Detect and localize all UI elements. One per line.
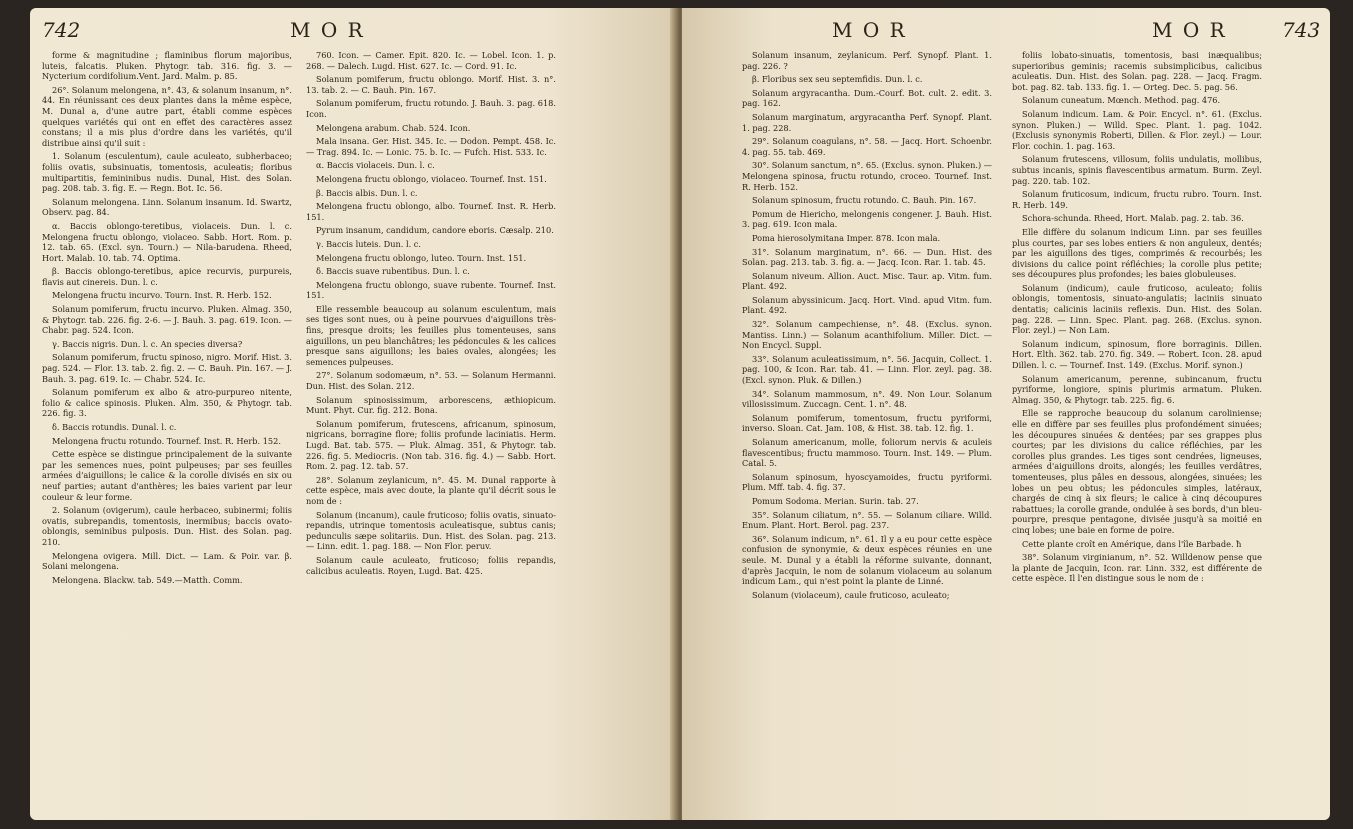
paragraph: Solanum pomiferum ex albo & atro-purpureo nitente, folio & calice spinosis. Pluken. Alm. 350, & Phytogr. tab. 226. fig. 3. [42, 387, 292, 419]
paragraph: γ. Baccis nigris. Dun. l. c. An species diversa? [52, 338, 243, 349]
paragraph: β. Baccis oblongo-teretibus, apice recurvis, purpureis, flavis aut cinereis. Dun. l. c. [42, 266, 292, 287]
paragraph: 26°. Solanum melongena, n°. 43, & solanum insanum, n°. 44. En réunissant ces deux plantes dans la même espèce, M. Dunal a, d'une autre part, établi comme espèces quelques variétés qui ont en effet des caractères assez constans; il a mis plus d'ordre dans les variétés, qu'il distribue ainsi qu'il suit : [42, 84, 292, 148]
paragraph: Cette espèce se distingue principalement de la suivante par les semences nues, point pulpeuses; par ses feuilles armées d'aiguillons; le calice & la corolle divisés en six ou neuf parties; autant d'anthères; les baies varient par leur couleur & leur forme. [42, 449, 292, 502]
paragraph: 28°. Solanum zeylanicum, n°. 45. M. Dunal rapporte à cette espèce, mais avec doute, la plante qu'il décrit sous le nom de : [306, 474, 556, 506]
right-running-header-right: M O R [1152, 18, 1227, 42]
paragraph: Melongena ovigera. Mill. Dict. — Lam. & Poir. var. β. Solani melongena. [42, 550, 292, 572]
right-page [682, 8, 1330, 820]
left-page-number: 742 [42, 18, 81, 42]
paragraph: Solanum pomiferum, fructu rotundo. J. Bauh. 3. pag. 618. Icon. [306, 98, 556, 119]
paragraph: Solanum pomiferum, tomentosum, fructu pyriformi, inverso. Sloan. Cat. Jam. 108, & Hist. 38. tab. 12. fig. 1. [742, 412, 992, 434]
paragraph: 760. Icon. — Camer. Epit. 820. Ic. — Lobel. Icon. 1. p. 268. — Dalech. Lugd. Hist. 627. Ic. — Cord. 91. Ic. [306, 50, 556, 71]
paragraph: Pomum Sodoma. Merian. Surin. tab. 27. [752, 495, 919, 506]
right-column-2 [1012, 50, 1262, 810]
open-book [30, 8, 1330, 820]
paragraph: 1. Solanum (esculentum), caule aculeato, subherbaceo; foliis ovatis, subsinuatis, tomentosis, aculeatis; floribus multipartitis, femininibus nudis. Dunal, Hist. des Solan. pag. 208. tab. 3. fig. E. — Regn. Bot. Ic. 56. [42, 151, 292, 194]
paragraph: γ. Baccis luteis. Dun. l. c. [316, 238, 421, 249]
paragraph: 30°. Solanum sanctum, n°. 65. (Exclus. synon. Pluken.) — Melongena spinosa, fructu rotundo, croceo. Tournef. Inst. R. Herb. 152. [742, 160, 992, 192]
paragraph: α. Baccis oblongo-teretibus, violaceis. Dun. l. c. Melongena fructu oblongo, violaceo. Sabb. Hort. Rom. p. 12. tab. 65. (Excl. syn. Tourn.) — Nila-barudena. Rheed, Hort. Malab. 10. tab. 74. Optima. [42, 220, 292, 263]
paragraph: Solanum spinosum, fructu rotundo. C. Bauh. Pin. 167. [752, 195, 977, 206]
paragraph: Cette plante croît en Amérique, dans l'île Barbade. ħ [1022, 538, 1242, 549]
paragraph: 2. Solanum (ovigerum), caule herbaceo, subinermi; foliis ovatis, subrepandis, tomentosis, inermibus; baccis ovato-oblongis, seminibus pulposis. Dun. Hist. des Solan. pag. 210. [42, 505, 292, 547]
right-column-1 [742, 50, 992, 810]
paragraph: Solanum fruticosum, indicum, fructu rubro. Tourn. Inst. R. Herb. 149. [1012, 189, 1262, 210]
paragraph: Solanum (violaceum), caule fruticoso, aculeato; [752, 589, 950, 600]
paragraph: Mala insana. Ger. Hist. 345. Ic. — Dodon. Pempt. 458. Ic. — Trag. 894. Ic. — Lonic. 75. b. Ic. — Fufch. Hist. 533. Ic. [306, 136, 556, 157]
paragraph: Melongena fructu incurvo. Tourn. Inst. R. Herb. 152. [52, 290, 272, 301]
paragraph: Elle diffère du solanum indicum Linn. par ses feuilles plus courtes, par ses lobes entiers & non anguleux, dentés; par les aiguillons des tiges, comprimés & recourbés; les divisions du calice point réfléchies; la corolle plus petite; ses découpures plus profondes; les baies globuleuses. [1012, 226, 1262, 280]
paragraph: foliis lobato-sinuatis, tomentosis, basi inæqualibus; superioribus geminis; racemis subsimplicibus, calicibus aculeatis. Dun. Hist. des Solan. pag. 228. — Jacq. Fragm. bot. pag. 82. tab. 133. fig. 1. — Orteg. Dec. 5. pag. 56. [1012, 50, 1262, 92]
paragraph: 29°. Solanum coagulans, n°. 58. — Jacq. Hort. Schoenbr. 4. pag. 55. tab. 469. [742, 136, 992, 157]
paragraph: α. Baccis violaceis. Dun. l. c. [316, 160, 435, 171]
paragraph: Pyrum insanum, candidum, candore eboris. Cæsalp. 210. [316, 225, 554, 236]
paragraph: Melongena fructu oblongo, violaceo. Tournef. Inst. 151. [316, 173, 547, 184]
paragraph: Solanum (indicum), caule fruticoso, aculeato; foliis oblongis, tomentosis, sinuato-angulatis; laciniis sinuato dentatis; calicinis laciniis reflexis. Dun. Hist. des Solan. pag. 228. — Linn. Spec. Plant. pag. 268. (Exclus. synon. Flor. zeyl.) — Non Lam. [1012, 282, 1262, 336]
right-running-header-left: M O R [832, 18, 907, 42]
paragraph: Solanum americanum, perenne, subincanum, fructu pyriforme, longiore, spinis plurimis armatum. Pluken. Almag. 350, & Phytogr. tab. 225. fig. 6. [1012, 373, 1262, 405]
paragraph: Solanum niveum. Allion. Auct. Misc. Taur. ap. Vitm. fum. Plant. 492. [742, 270, 992, 292]
paragraph: 38°. Solanum virginianum, n°. 52. Willdenow pense que la plante de Jacquin, Icon. rar. Linn. 332, est différente de cette espèce. Il l'en distingue sous le nom de : [1012, 552, 1262, 584]
paragraph: β. Floribus sex seu septemfidis. Dun. l. c. [752, 74, 923, 85]
paragraph: Solanum insanum, zeylanicum. Perf. Synopf. Plant. 1. pag. 226. ? [742, 50, 992, 71]
paragraph: Melongena arabum. Chab. 524. Icon. [316, 122, 471, 133]
paragraph: 34°. Solanum mammosum, n°. 49. Non Lour. Solanum villosissimum. Zuccagn. Cent. 1. n°. 48. [742, 388, 992, 410]
paragraph: Solanum melongena. Linn. Solanum insanum. Id. Swartz, Observ. pag. 84. [42, 196, 292, 218]
left-column-1 [42, 50, 292, 810]
left-page [30, 8, 678, 820]
paragraph: Solanum americanum, molle, foliorum nervis & aculeis flavescentibus; fructu mammoso. Tourn. Inst. 149. — Plum. Catal. 5. [742, 437, 992, 469]
left-running-header: M O R [290, 18, 365, 42]
paragraph: δ. Baccis rotundis. Dunal. l. c. [52, 422, 177, 432]
paragraph: 35°. Solanum ciliatum, n°. 55. — Solanum ciliare. Willd. Enum. Plant. Hort. Berol. pag. 237. [742, 509, 992, 531]
paragraph: Solanum spinosissimum, arborescens, æthiopicum. Munt. Phyt. Cur. fig. 212. Bona. [306, 394, 556, 416]
paragraph: 32°. Solanum campechiense, n°. 48. (Exclus. synon. Mantiss. Linn.) — Solanum acanthifolium. Miller. Dict. — Non Encycl. Suppl. [742, 319, 992, 351]
paragraph: Solanum spinosum, hyoscyamoides, fructu pyriformi. Plum. Mff. tab. 4. fig. 37. [742, 471, 992, 493]
paragraph: Solanum indicum. Lam. & Poir. Encycl. n°. 61. (Exclus. synon. Pluken.) — Willd. Spec. Plant. 1. pag. 1042. (Exclusis synonymis Roberti, Dillen. & Flor. zeyl.) — Lour. Flor. cochin. 1. pag. 163. [1012, 108, 1262, 151]
left-column-2 [306, 50, 556, 810]
paragraph: Solanum pomiferum, frutescens, africanum, spinosum, nigricans, borragine flore; foliis profunde laciniatis. Herm. Lugd. Bat. tab. 575. — Pluk. Almag. 351, & Phytogr. tab. 226. fig. 5. Mediocris. (Non tab. 316. fig. 4.) — Sabb. Hort. Rom. 2. pag. 12. tab. 57. [306, 418, 556, 472]
paragraph: Solanum marginatum, argyracantha Perf. Synopf. Plant. 1. pag. 228. [742, 111, 992, 133]
paragraph: Solanum frutescens, villosum, foliis undulatis, mollibus, subtus incanis, spinis flavescentibus armatum. Burm. Zeyl. pag. 220. tab. 102. [1012, 154, 1262, 186]
paragraph: Solanum abyssinicum. Jacq. Hort. Vind. apud Vitm. fum. Plant. 492. [742, 294, 992, 316]
paragraph: Solanum (incanum), caule fruticoso; foliis ovatis, sinuato-repandis, utrinque tomentosis aculeatisque, subtus canis; pedunculis sæpe solitariis. Dun. Hist. des Solan. pag. 213. — Linn. edit. 1. pag. 188. — Non Flor. peruv. [306, 509, 556, 552]
paragraph: Solanum caule aculeato, fruticoso; foliis repandis, calicibus aculeatis. Royen, Lugd. Bat. 425. [306, 554, 556, 576]
paragraph: 31°. Solanum marginatum, n°. 66. — Dun. Hist. des Solan. pag. 213. tab. 3. fig. a. — Jacq. Icon. Rar. 1. tab. 45. [742, 246, 992, 268]
paragraph: Solanum pomiferum, fructu oblongo. Morif. Hist. 3. n°. 13. tab. 2. — C. Bauh. Pin. 167. [306, 74, 556, 95]
paragraph: Melongena. Blackw. tab. 549.—Matth. Comm. [52, 574, 243, 585]
paragraph: forme & magnitudine ; flaminibus florum majoribus, luteis, falcatis. Pluken. Phytogr. tab. 316. fig. 3. — Nycterium cordifolium.Vent. Jard. Malm. p. 85. [42, 50, 292, 82]
paragraph: Elle ressemble beaucoup au solanum esculentum, mais ses tiges sont nues, ou à peine pourvues d'aiguillons très-fins, presque droits; les feuilles plus tomenteuses, sans aiguillons, un peu blanchâtres; les pédoncules & les calices presque sans aiguillons; les baies ovales, alongées; les semences pulpeuses. [306, 303, 556, 367]
right-page-number: 743 [1282, 18, 1321, 42]
paragraph: Solanum cuneatum. Mœnch. Method. pag. 476. [1022, 95, 1221, 106]
paragraph: Melongena fructu rotundo. Tournef. Inst. R. Herb. 152. [52, 435, 281, 446]
paragraph: Pomum de Hiericho, melongenis congener. J. Bauh. Hist. 3. pag. 619. Icon mala. [742, 208, 992, 230]
paragraph: δ. Baccis suave rubentibus. Dun. l. c. [316, 266, 470, 277]
paragraph: Elle se rapproche beaucoup du solanum caroliniense; elle en diffère par ses feuilles plus profondément sinuées; les découpures sinuées & dentées; par ses grappes plus courtes; par les divisions du calice réfléchies, par les corolles plus grandes. Les tiges sont cendrées, ligneuses, armées d'aiguillons droits, alongés; les feuilles verdâtres, tomenteuses, plus pâles en dessous, alongées, sinuées; les lobes un peu obtus; les pédoncules simples, latéraux, chargés de cinq à six fleurs; le calice à cinq découpures rabattues; la corolle grande, ondulée à ses bords, d'un bleu-pourpre, presque pentagone, divisée jusqu'à sa moitié en cinq lobes; une baie en forme de poire. [1012, 408, 1262, 535]
paragraph: 27°. Solanum sodomæum, n°. 53. — Solanum Hermanni. Dun. Hist. des Solan. 212. [306, 370, 556, 392]
paragraph: Solanum indicum, spinosum, flore borraginis. Dillen. Hort. Elth. 362. tab. 270. fig. 349. — Robert. Icon. 28. apud Dillen. l. c. — Tournef. Inst. 149. (Exclus. Morif. synon.) [1012, 338, 1262, 371]
paragraph: Solanum argyracantha. Dum.-Courf. Bot. cult. 2. edit. 3. pag. 162. [742, 87, 992, 109]
paragraph: Solanum pomiferum, fructu incurvo. Pluken. Almag. 350, & Phytogr. tab. 226. fig. 2-6. — J. Bauh. 3. pag. 619. Icon. — Chabr. pag. 524. Icon. [42, 304, 292, 336]
paragraph: Schora-schunda. Rheed, Hort. Malab. pag. 2. tab. 36. [1022, 213, 1244, 224]
paragraph: Melongena fructu oblongo, albo. Tournef. Inst. R. Herb. 151. [306, 201, 556, 222]
paragraph: Melongena fructu oblongo, luteo. Tourn. Inst. 151. [316, 252, 527, 263]
paragraph: Melongena fructu oblongo, suave rubente. Tournef. Inst. 151. [306, 279, 556, 301]
paragraph: Poma hierosolymitana Imper. 878. Icon mala. [752, 232, 941, 243]
paragraph: 36°. Solanum indicum, n°. 61. Il y a eu pour cette espèce confusion de synonymie, & deux espèces réunies en une seule. M. Dunal y a établi la réforme suivante, donnant, d'après Jacquin, le nom de solanum violaceum au solanum indicum Lam., qui n'est point la plante de Linné. [742, 533, 992, 587]
paragraph: Solanum pomiferum, fructu spinoso, nigro. Morif. Hist. 3. pag. 524. — Flor. 13. tab. 2. fig. 2. — C. Bauh. Pin. 167. — J. Bauh. 3. pag. 619. Ic. — Chabr. 524. Ic. [42, 352, 292, 384]
paragraph: 33°. Solanum aculeatissimum, n°. 56. Jacquin, Collect. 1. pag. 100, & Icon. Rar. tab. 41. — Linn. Flor. zeyl. pag. 38. (Excl. synon. Pluk. & Dillen.) [742, 353, 992, 386]
paragraph: β. Baccis albis. Dun. l. c. [316, 187, 418, 198]
